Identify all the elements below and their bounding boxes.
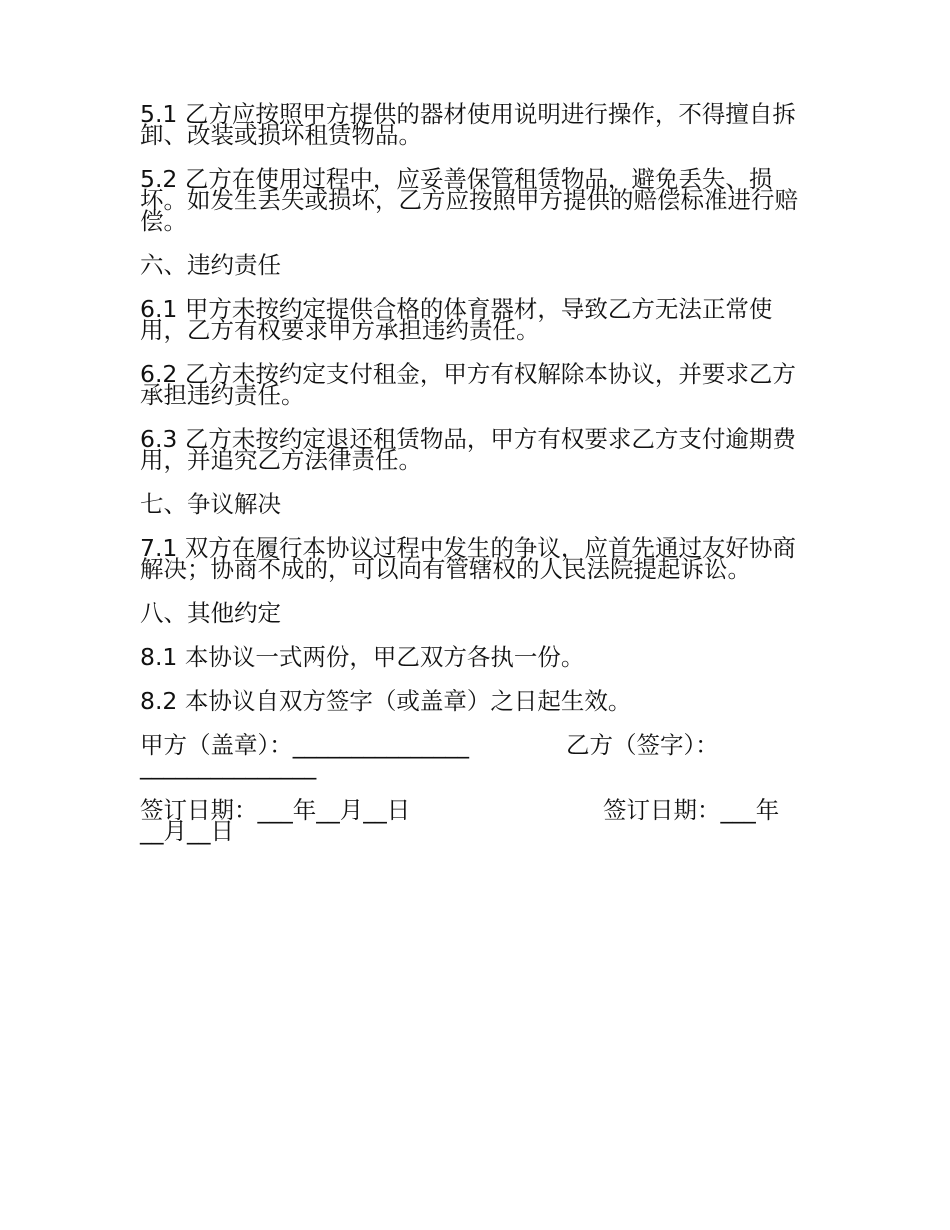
section-heading-8: 八、其他约定 <box>140 599 281 627</box>
party-b-signature-line: _______________ <box>140 752 317 780</box>
section-heading-7: 七、争议解决 <box>140 490 281 518</box>
clause-8-2: 8.2 本协议自双方签字（或盖章）之日起生效。 <box>140 687 632 715</box>
clause-5-1: 5.1 乙方应按照甲方提供的器材使用说明进行操作，不得擅自拆卸、改装或损坏租赁物品。 <box>140 100 796 149</box>
signature-row <box>140 731 812 759</box>
party-a-date: 签订日期：___年__月__日 <box>140 796 411 824</box>
clause-6-2: 6.2 乙方未按约定支付租金，甲方有权解除本协议，并要求乙方承担违约责任。 <box>140 360 796 409</box>
document-body <box>140 100 812 865</box>
party-b-signature: 乙方（签字）： <box>566 731 719 759</box>
party-a-signature: 甲方（盖章）：_______________ <box>140 731 469 759</box>
clause-5-2: 5.2 乙方在使用过程中，应妥善保管租赁物品，避免丢失、损坏。如发生丢失或损坏，乙方应按照甲方提供的赔偿标准进行赔偿。 <box>140 165 798 235</box>
clause-7-1: 7.1 双方在履行本协议过程中发生的争议，应首先通过友好协商解决；协商不成的，可以向有管辖权的人民法院提起诉讼。 <box>140 534 796 583</box>
clause-8-1: 8.1 本协议一式两份，甲乙双方各执一份。 <box>140 643 585 671</box>
party-b-date: 签订日期：___年 <box>603 796 780 824</box>
date-row <box>140 796 812 824</box>
section-heading-6: 六、违约责任 <box>140 251 281 279</box>
clause-6-1: 6.1 甲方未按约定提供合格的体育器材，导致乙方无法正常使用，乙方有权要求甲方承担违约责任。 <box>140 295 773 344</box>
party-b-date-continued: __月__日 <box>140 817 234 845</box>
clause-6-3: 6.3 乙方未按约定退还租赁物品，甲方有权要求乙方支付逾期费用，并追究乙方法律责任。 <box>140 425 796 474</box>
